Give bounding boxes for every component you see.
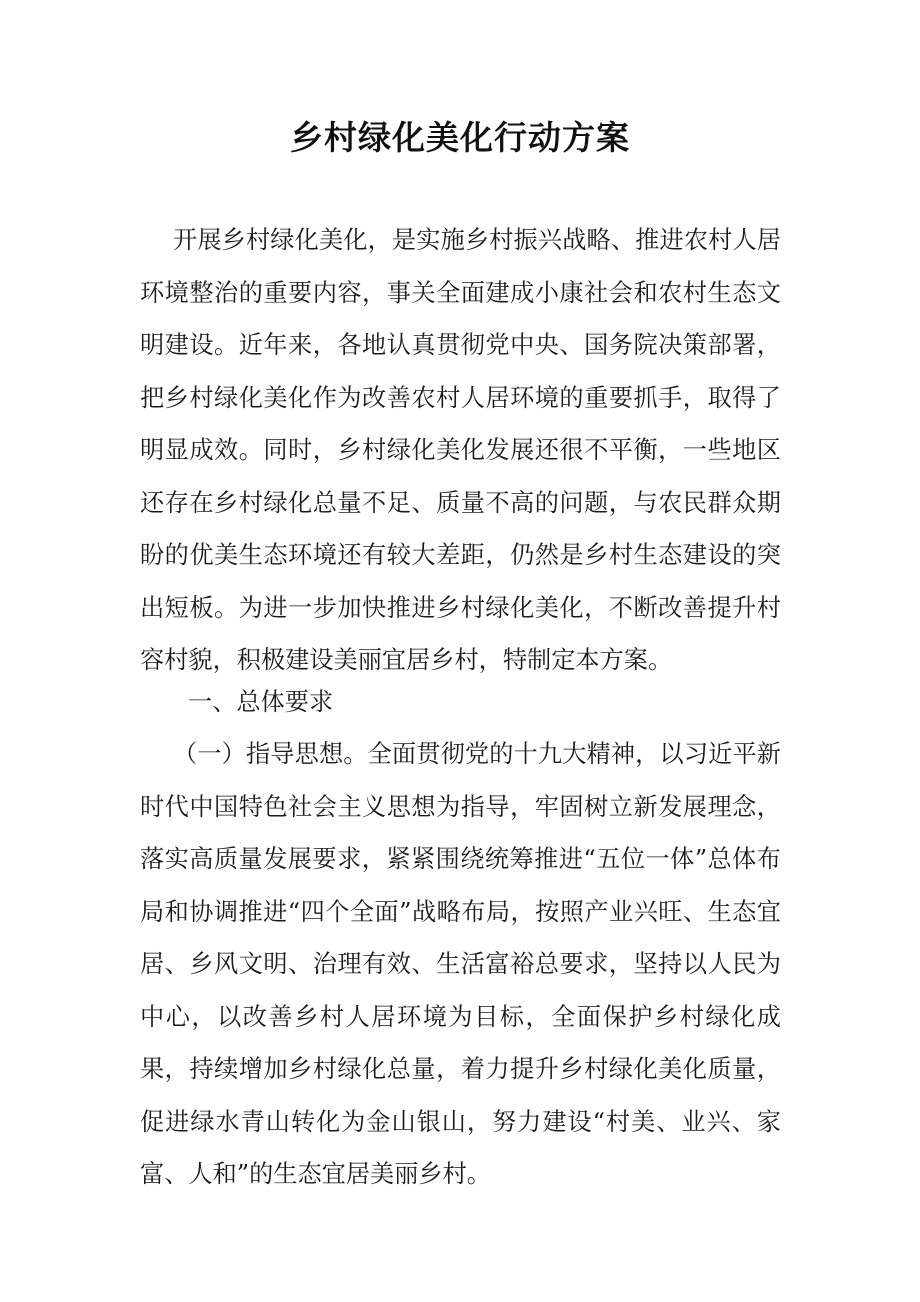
- intro-paragraph: 开展乡村绿化美化，是实施乡村振兴战略、推进农村人居环境整治的重要内容，事关全面建成小康社会和农村生态文明建设。近年来，各地认真贯彻党中央、国务院决策部署，把乡村绿化美化作为改善农村人居环境的重要抓手，取得了明显成效。同时，乡村绿化美化发展还很不平衡，一些地区还存在乡村绿化总量不足、质量不高的问题，与农民群众期盼的优美生态环境还有较大差距，仍然是乡村生态建设的突出短板。为进一步加快推进乡村绿化美化，不断改善提升村容村貌，积极建设美丽宜居乡村，特制定本方案。: [140, 226, 781, 674]
- guiding-thought-paragraph: （一）指导思想。全面贯彻党的十九大精神，以习近平新时代中国特色社会主义思想为指导，牢固树立新发展理念，落实高质量发展要求，紧紧围绕统筹推进“五位一体”总体布局和协调推进“四个全面”战略布局，按照产业兴旺、生态宜居、乡风文明、治理有效、生活富裕总要求，坚持以人民为中心，以改善乡村人居环境为目标，全面保护乡村绿化成果，持续增加乡村绿化总量，着力提升乡村绿化美化质量，促进绿水青山转化为金山银山，努力建设“村美、业兴、家富、人和”的生态宜居美丽乡村。: [140, 740, 781, 1188]
- section-heading: 一、总体要求: [188, 688, 334, 716]
- document-title: 乡村绿化美化行动方案: [290, 118, 630, 157]
